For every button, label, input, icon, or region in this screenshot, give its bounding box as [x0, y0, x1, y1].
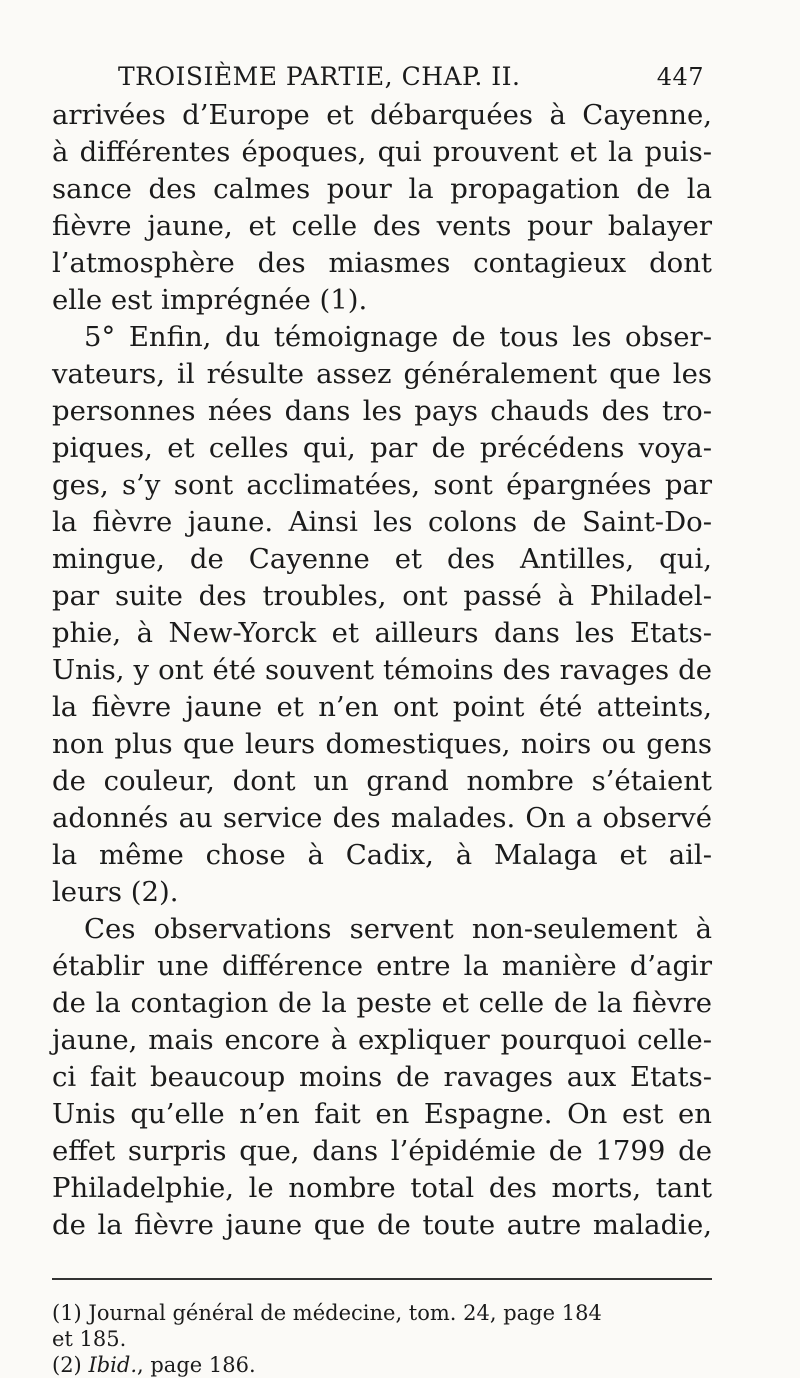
text-line: effet surpris que, dans l’épidémie de 1799 de — [52, 1135, 712, 1167]
footnote-2-rest: , page 186. — [137, 1353, 256, 1377]
footnotes — [52, 1300, 712, 1378]
text-line: de la contagion de la peste et celle de la fièvre — [52, 987, 712, 1019]
text-line: Unis, y ont été souvent témoins des ravages de — [52, 654, 712, 686]
text-line: adonnés au service des malades. On a observé — [52, 802, 712, 834]
text-line: ci fait beaucoup moins de ravages aux Etats- — [52, 1061, 712, 1093]
text-line: la fièvre jaune et n’en ont point été atteints, — [52, 691, 712, 723]
text-line: la fièvre jaune. Ainsi les colons de Saint-Do- — [52, 506, 712, 538]
text-line: de couleur, dont un grand nombre s’étaient — [52, 765, 712, 797]
text-line: phie, à New-Yorck et ailleurs dans les Etats- — [52, 617, 712, 649]
page-number: 447 — [656, 63, 704, 91]
text-line: jaune, mais encore à expliquer pourquoi celle- — [52, 1024, 712, 1056]
footnote-2-label: (2) — [52, 1353, 82, 1377]
text-line: Ces observations servent non-seulement à — [84, 913, 712, 945]
text-line: mingue, de Cayenne et des Antilles, qui, — [52, 543, 712, 575]
text-line: vateurs, il résulte assez généralement que les — [52, 358, 712, 390]
footnote-1-line-2: et 185. — [52, 1327, 127, 1351]
footnote-1-line-1: (1) Journal général de médecine, tom. 24, page 184 — [52, 1301, 602, 1325]
text-line: Philadelphie, le nombre total des morts, tant — [52, 1172, 712, 1204]
text-line: Unis qu’elle n’en fait en Espagne. On est en — [52, 1098, 712, 1130]
text-line: l’atmosphère des miasmes contagieux dont — [52, 247, 712, 279]
text-line: établir une différence entre la manière d’agir — [52, 950, 712, 982]
footnote-rule — [52, 1278, 712, 1280]
body-text — [52, 97, 712, 1244]
text-line: elle est imprégnée (1). — [52, 284, 368, 316]
paragraph-3 — [52, 911, 712, 1244]
text-line: personnes nées dans les pays chauds des tro- — [52, 395, 712, 427]
text-line: 5° Enfin, du témoignage de tous les obser- — [84, 321, 712, 353]
paragraph-1 — [52, 97, 712, 319]
running-title: TROISIÈME PARTIE, CHAP. II. — [118, 62, 521, 91]
text-line: fièvre jaune, et celle des vents pour balayer — [52, 210, 712, 242]
text-line: leurs (2). — [52, 876, 179, 908]
footnote-2-ibid: Ibid. — [88, 1353, 138, 1377]
text-line: par suite des troubles, ont passé à Philadel- — [52, 580, 712, 612]
text-line: à différentes époques, qui prouvent et la puis- — [52, 136, 712, 168]
text-line: arrivées d’Europe et débarquées à Cayenne, — [52, 99, 712, 131]
paragraph-2 — [52, 319, 712, 911]
text-line: la même chose à Cadix, à Malaga et ail- — [52, 839, 712, 871]
text-line: de la fièvre jaune que de toute autre maladie, — [52, 1209, 712, 1241]
text-line: sance des calmes pour la propagation de la — [52, 173, 712, 205]
text-line: piques, et celles qui, par de précédens voya- — [52, 432, 712, 464]
running-header — [52, 62, 712, 91]
footnote-2 — [52, 1352, 712, 1378]
text-line: ges, s’y sont acclimatées, sont épargnées par — [52, 469, 712, 501]
book-page — [52, 62, 712, 1378]
text-line: non plus que leurs domestiques, noirs ou gens — [52, 728, 712, 760]
